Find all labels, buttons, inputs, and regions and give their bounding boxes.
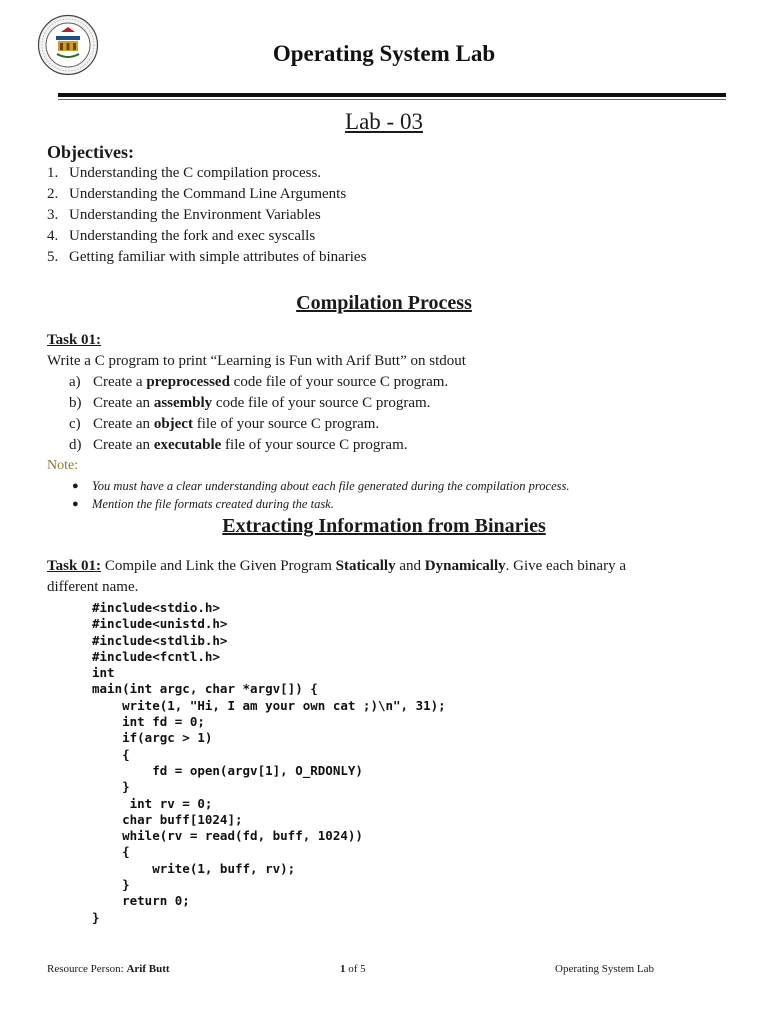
note-item: Mention the file formats created during the task.	[92, 497, 334, 511]
code-line: char buff[1024];	[92, 811, 243, 827]
objective-number: 1.	[47, 165, 59, 181]
header-rule	[58, 93, 726, 97]
binaries-heading: Extracting Information from Binaries	[222, 515, 546, 537]
objectives-heading: Objectives:	[47, 142, 134, 162]
step-letter: b)	[69, 395, 82, 411]
compilation-heading: Compilation Process	[296, 292, 472, 314]
code-line: write(1, buff, rv);	[92, 860, 296, 876]
code-line: #include<unistd.h>	[92, 616, 228, 632]
binaries-task-line: Task 01: Compile and Link the Given Program Statically and Dynamically. Give each binary a	[47, 558, 626, 574]
objective-text: Getting familiar with simple attributes of binaries	[69, 249, 367, 265]
objective-number: 5.	[47, 249, 59, 265]
step-letter: d)	[69, 437, 82, 453]
binaries-task-line-cont: different name.	[47, 579, 139, 595]
footer-page-number: 1 of 5	[340, 963, 366, 975]
note-label: Note:	[47, 458, 79, 473]
step-letter: c)	[69, 416, 81, 432]
task-label: Task 01:	[47, 332, 102, 348]
code-block	[92, 600, 446, 926]
step-text: Create an object file of your source C program.	[93, 416, 380, 432]
step-letter: a)	[69, 374, 81, 390]
code-line: int	[92, 665, 115, 681]
footer-course: Operating System Lab	[555, 963, 654, 975]
note-item: You must have a clear understanding about each file generated during the compilation process.	[92, 479, 570, 493]
step-text: Create an executable file of your source C program.	[93, 437, 408, 453]
objective-number: 3.	[47, 207, 59, 223]
header-rule-thin	[58, 99, 726, 100]
code-line: fd = open(argv[1], O_RDONLY)	[92, 762, 363, 778]
bullet-icon: ●	[72, 480, 79, 492]
objective-number: 4.	[47, 228, 59, 244]
code-line: int rv = 0;	[92, 795, 213, 811]
code-line: {	[92, 746, 130, 762]
code-line: while(rv = read(fd, buff, 1024))	[92, 828, 363, 844]
code-line: }	[92, 779, 130, 795]
bullet-icon: ●	[72, 498, 79, 510]
objective-text: Understanding the fork and exec syscalls	[69, 228, 316, 244]
header-title: Operating System Lab	[272, 41, 496, 66]
code-line: return 0;	[92, 893, 190, 909]
code-line: write(1, "Hi, I am your own cat ;)\n", 31);	[92, 697, 446, 713]
code-line: #include<fcntl.h>	[92, 648, 220, 664]
code-line: }	[92, 877, 130, 893]
task-description: Write a C program to print “Learning is Fun with Arif Butt” on stdout	[47, 353, 466, 369]
code-line: #include<stdio.h>	[92, 600, 220, 615]
step-text: Create an assembly code file of your source C program.	[93, 395, 431, 411]
objective-number: 2.	[47, 186, 59, 202]
code-line: if(argc > 1)	[92, 730, 213, 746]
code-line: #include<stdlib.h>	[92, 632, 228, 648]
code-line: {	[92, 844, 130, 860]
objective-text: Understanding the Environment Variables	[69, 207, 321, 223]
code-line: main(int argc, char *argv[]) {	[92, 681, 318, 697]
lab-title: Lab - 03	[345, 109, 423, 134]
objective-text: Understanding the C compilation process.	[69, 165, 322, 181]
code-line: }	[92, 909, 100, 925]
objective-text: Understanding the Command Line Arguments	[69, 186, 347, 202]
footer-resource-person: Resource Person: Arif Butt	[47, 963, 170, 975]
code-line: int fd = 0;	[92, 714, 205, 730]
step-text: Create a preprocessed code file of your source C program.	[93, 374, 449, 390]
